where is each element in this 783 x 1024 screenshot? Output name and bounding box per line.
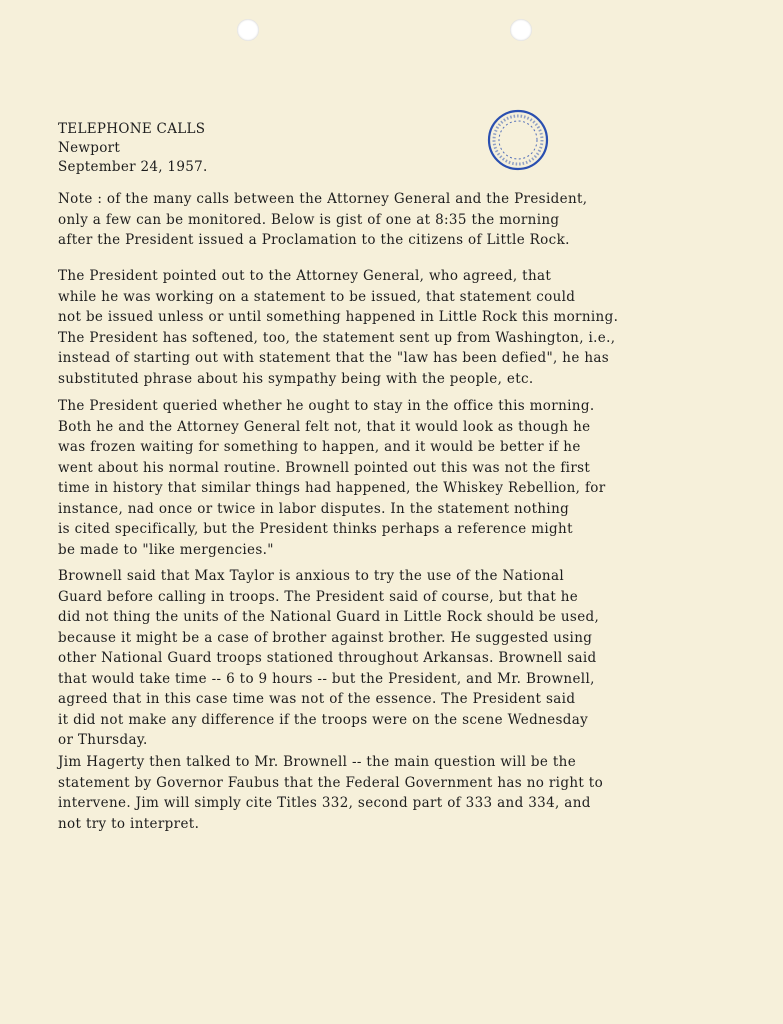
text-line: time in history that similar things had happened, the Whiskey Rebellion, for (58, 480, 606, 496)
heading-location: Newport (58, 140, 121, 156)
text-line: other National Guard troops stationed throughout Arkansas. Brownell said (58, 650, 597, 666)
circular-seal-icon (486, 108, 550, 172)
text-line: intervene. Jim will simply cite Titles 332, second part of 333 and 334, and (58, 795, 591, 811)
text-line: went about his normal routine. Brownell pointed out this was not the first (58, 459, 591, 476)
text-line: The President queried whether he ought to stay in the office this morning. (58, 398, 595, 414)
text-line: be made to "like mergencies." (58, 541, 274, 558)
text-line: is cited specifically, but the President thinks perhaps a reference might (58, 521, 573, 537)
text-line: because it might be a case of brother against brother. He suggested using (58, 629, 593, 646)
text-line: or Thursday. (58, 732, 148, 748)
text-line: The President pointed out to the Attorney General, who agreed, that (58, 268, 552, 284)
text-line: Both he and the Attorney General felt not, that it would look as though he (58, 418, 591, 435)
paragraph (58, 189, 748, 251)
punch-hole (237, 19, 259, 41)
text-line: The President has softened, too, the statement sent up from Washington, i.e., (58, 329, 616, 346)
text-line: not be issued unless or until something happened in Little Rock this morning. (58, 309, 619, 325)
text-line: was frozen waiting for something to happen, and it would be better if he (58, 439, 581, 455)
text-line: did not thing the units of the National Guard in Little Rock should be used, (58, 609, 600, 625)
heading-date: September 24, 1957. (58, 159, 208, 175)
text-line: Note : of the many calls between the Attorney General and the President, (58, 191, 588, 207)
paragraph (58, 266, 748, 389)
text-line: Jim Hagerty then talked to Mr. Brownell -- the main question will be the (58, 754, 577, 770)
paragraph (58, 752, 748, 834)
text-line: after the President issued a Proclamation to the citizens of Little Rock. (58, 232, 570, 248)
paragraph (58, 566, 748, 751)
text-line: instance, nad once or twice in labor disputes. In the statement nothing (58, 500, 570, 517)
text-line: Guard before calling in troops. The President said of course, but that he (58, 588, 579, 605)
heading-title: TELEPHONE CALLS (58, 121, 206, 137)
text-line: that would take time -- 6 to 9 hours -- but the President, and Mr. Brownell, (58, 670, 595, 687)
text-line: Brownell said that Max Taylor is anxious to try the use of the National (58, 568, 565, 584)
text-line: instead of starting out with statement that the "law has been defied", he has (58, 350, 610, 366)
punch-hole (510, 19, 532, 41)
text-line: statement by Governor Faubus that the Federal Government has no right to (58, 774, 604, 791)
text-line: while he was working on a statement to be issued, that statement could (58, 288, 576, 305)
text-line: not try to interpret. (58, 815, 200, 832)
text-line: only a few can be monitored. Below is gist of one at 8:35 the morning (58, 211, 560, 228)
paragraph (58, 396, 748, 560)
text-line: agreed that in this case time was not of the essence. The President said (58, 691, 576, 707)
text-line: substituted phrase about his sympathy being with the people, etc. (58, 370, 534, 387)
text-line: it did not make any difference if the troops were on the scene Wednesday (58, 711, 589, 728)
document-heading (58, 120, 208, 177)
